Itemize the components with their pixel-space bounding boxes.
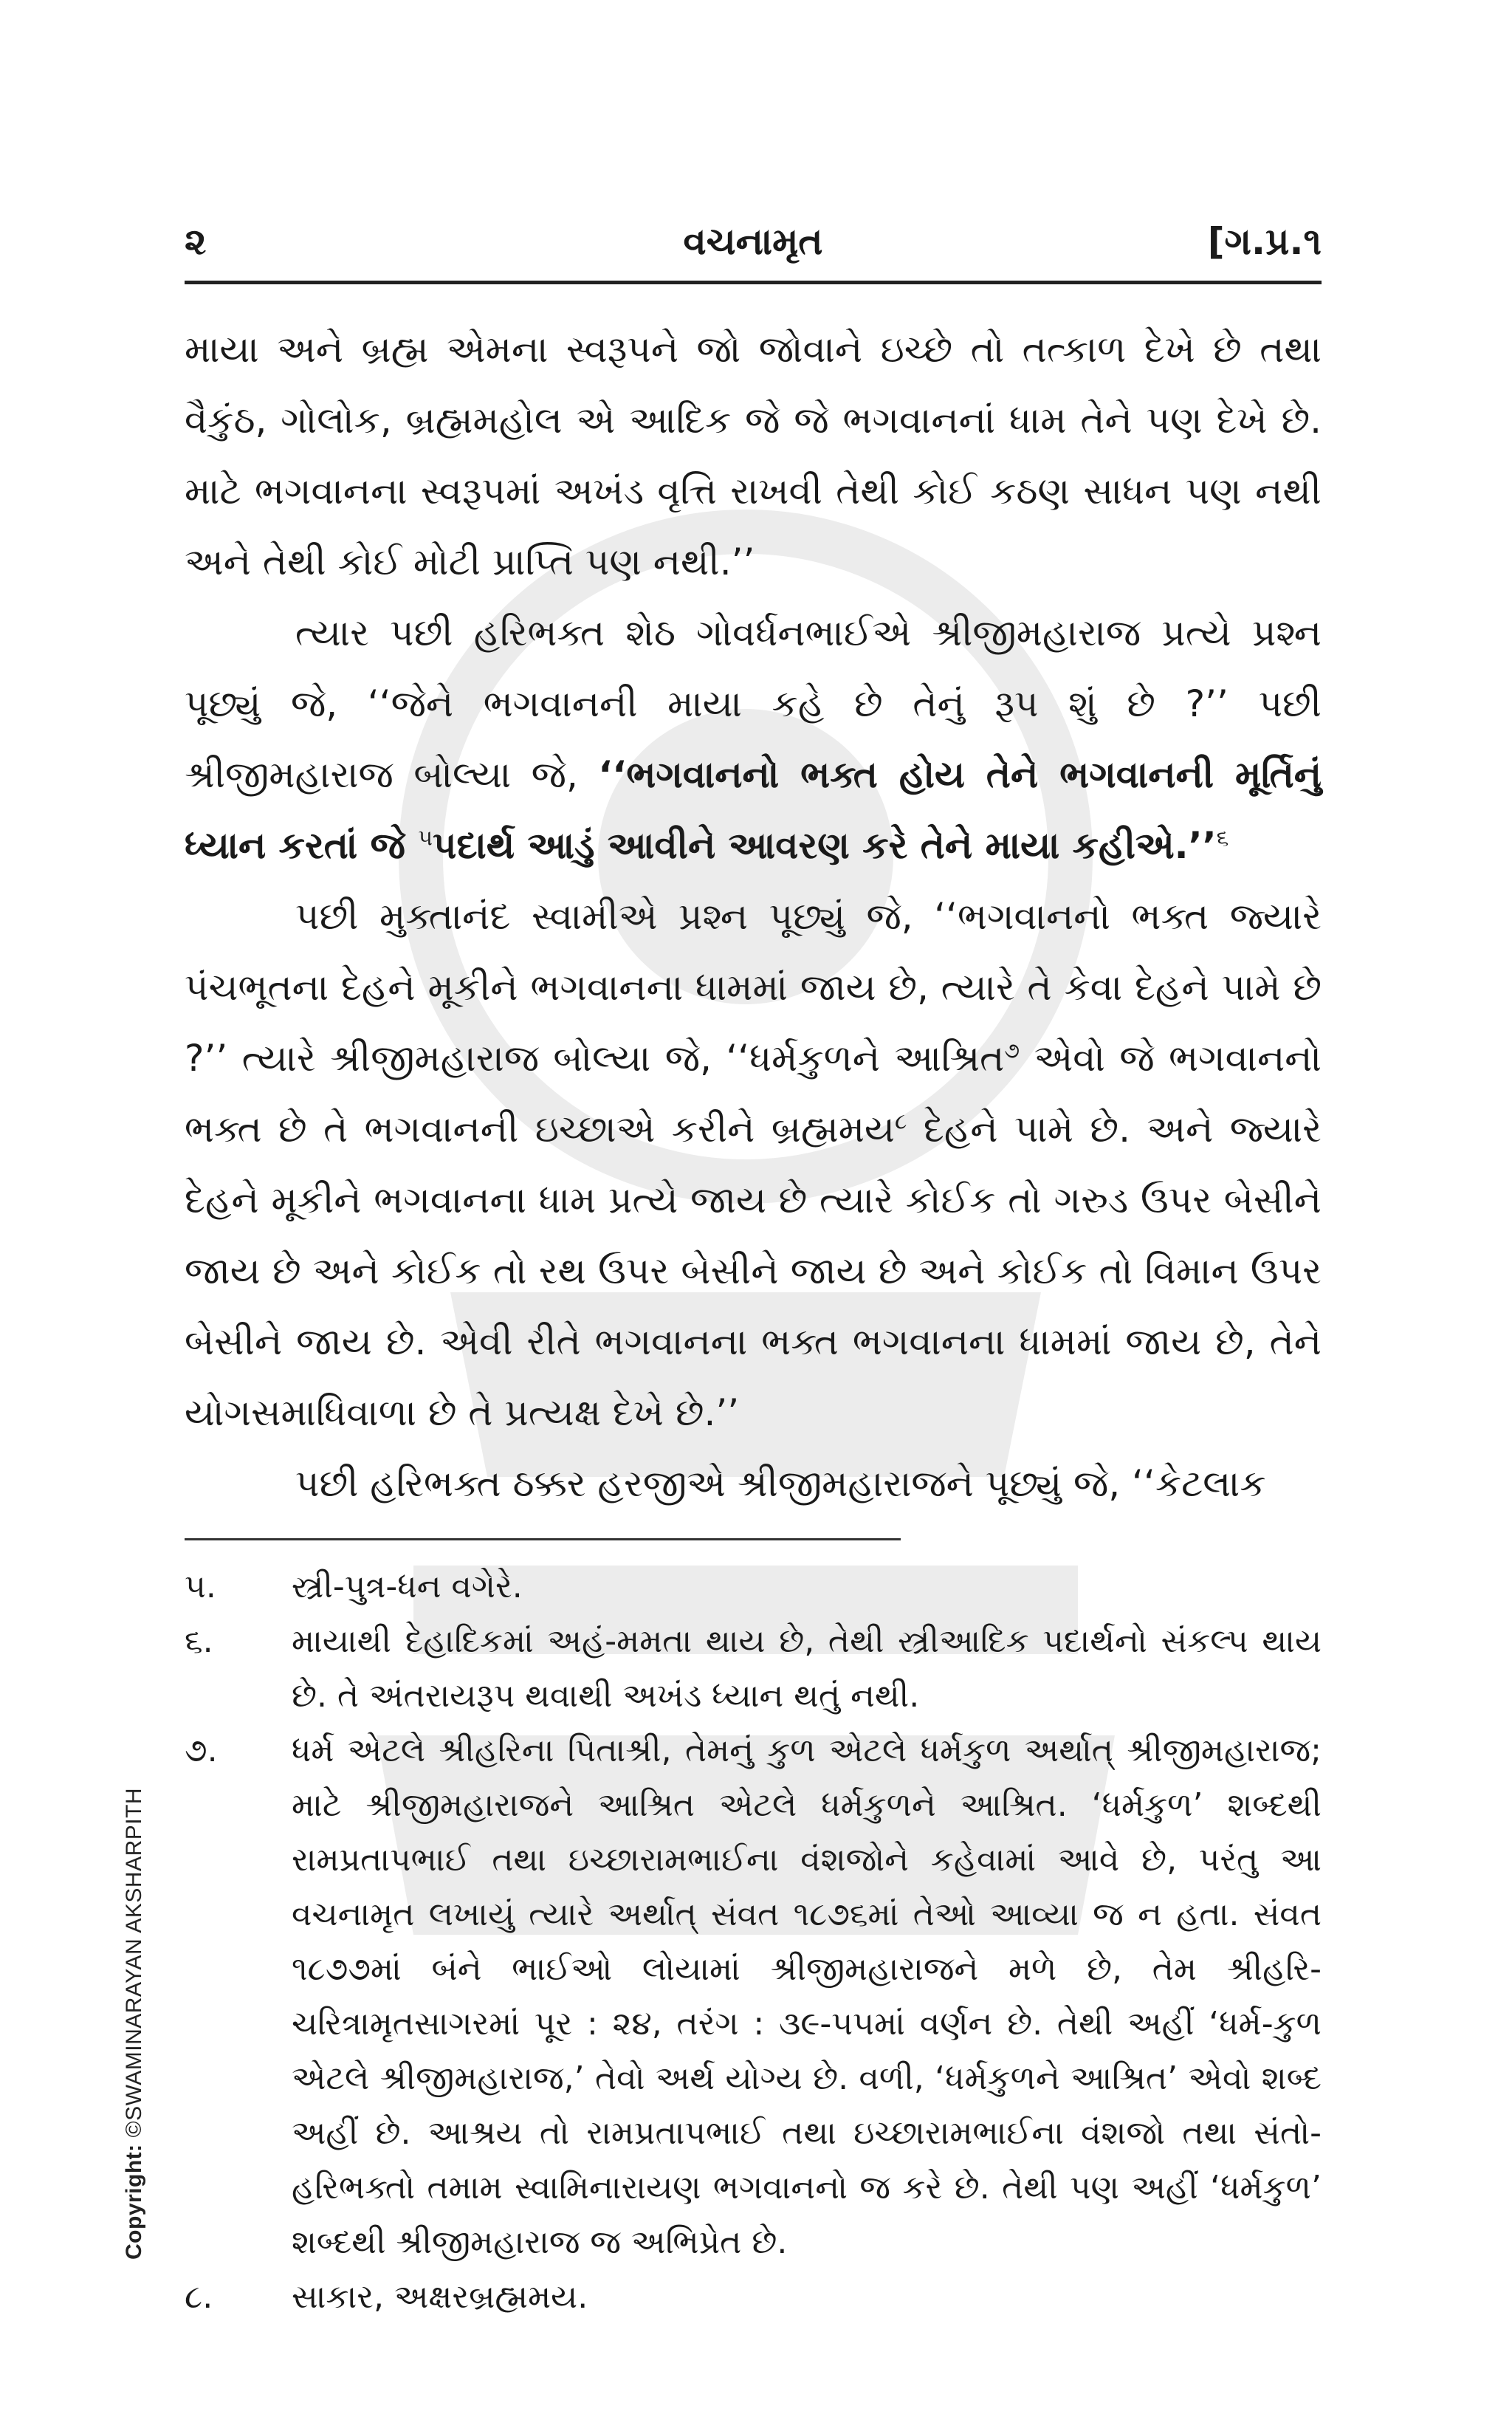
page: [185, 199, 1322, 2325]
copyright-holder: ©SWAMINARAYAN AKSHARPITH: [122, 1787, 146, 2144]
main-text: [185, 314, 1322, 1519]
footnote-text: સાકાર, અક્ષરબ્રહ્મમય.: [292, 2278, 588, 2316]
footnote-ref-7: ૭: [1004, 1038, 1020, 1064]
footnote-8: [185, 2270, 1322, 2325]
footnote-text: સ્ત્રી-પુત્ર-ધન વગેરે.: [292, 1568, 523, 1605]
footnotes: [185, 1560, 1322, 2325]
footnote-number: ૬.: [185, 1622, 213, 1660]
paragraph-2-text: ત્યાર પછી હરિભક્ત શેઠ ગોવર્ધનભાઈએ શ્રીજીમહારાજ પ્રત્યે પ્રશ્ન પૂછ્યું જે, ‘‘જેને ભગવાનની માયા કહે છે તેનું રૂપ શું છે ?’’ પછી શ્રીજીમહારાજ બોલ્યા જે,: [185, 611, 1322, 796]
footnote-6: [185, 1614, 1322, 1724]
footnote-5: [185, 1560, 1322, 1614]
paragraph-2-bold-b: પદાર્થ આડું આવીને આવરણ કરે તેને માયા કહીએ.’’: [433, 824, 1217, 867]
paragraph-2-bold-a: ‘‘ભગવાનનો ભક્ત હોય તેને ભગવાનની મૂર્તિનું ધ્યાન કરતાં જે: [185, 753, 1322, 867]
paragraph-2: [185, 597, 1322, 881]
paragraph-3-text-b: એવો જે ભગવાનનો ભક્ત છે તે ભગવાનની ઇચ્છાએ કરીને બ્રહ્મમય: [185, 1037, 1322, 1151]
footnote-divider: [185, 1538, 901, 1540]
copyright-notice: [122, 1788, 147, 2260]
book-title: વચનામૃત: [683, 220, 823, 263]
copyright-label: Copyright:: [122, 2144, 146, 2260]
paragraph-4: પછી હરિભક્ત ઠક્કર હરજીએ શ્રીજીમહારાજને પૂછ્યું જે, ‘‘કેટલાક: [295, 1462, 1266, 1505]
section-reference: [ગ.પ્ર.૧: [1207, 220, 1322, 263]
footnote-7: [185, 1724, 1322, 2270]
footnote-text: માયાથી દેહાદિકમાં અહં-મમતા થાય છે, તેથી સ્ત્રીઆદિક પદાર્થનો સંકલ્પ થાય છે. તે અંતરાયરૂપ થવાથી અખંડ ધ્યાન થતું નથી.: [292, 1622, 1322, 1715]
footnote-ref-8: ૮: [894, 1108, 907, 1135]
page-number: ૨: [185, 220, 207, 263]
running-header: [185, 199, 1322, 284]
footnote-text: ધર્મ એટલે શ્રીહરિના પિતાશ્રી, તેમનું કુળ એટલે ધર્મકુળ અર્થાત્ શ્રીજીમહારાજ; માટે શ્રીજીમહારાજને આશ્રિત એટલે ધર્મકુળને આશ્રિત. ‘ધર્મકુળ’ શબ્દથી રામપ્રતાપભાઈ તથા ઇચ્છારામભાઈના વંશજોને કહેવામાં આવે છે, પરંતુ આ વચનામૃત લખાયું ત્યારે અર્થાત્ સંવત ૧૮૭૬માં તેઓ આવ્યા જ ન હતા. સંવત ૧૮૭૭માં બંને ભાઈઓ લોયામાં શ્રીજીમહારાજને મળે છે, તેમ શ્રીહરિ-ચરિત્રામૃતસાગરમાં પૂર : ૨૪, તરંગ : ૩૯-૫૫માં વર્ણન છે. તેથી અહીં ‘ધર્મ-કુળ એટલે શ્રીજીમહારાજ,’ તેવો અર્થ યોગ્ય છે. વળી, ‘ધર્મકુળને આશ્રિત’ એવો શબ્દ અહીં છે. આશ્રય તો રામપ્રતાપભાઈ તથા ઇચ્છારામભાઈના વંશજો તથા સંતો-હરિભક્તો તમામ સ્વામિનારાયણ ભગવાનનો જ કરે છે. તેથી પણ અહીં ‘ધર્મકુળ’ શબ્દથી શ્રીજીમહારાજ જ અભિપ્રેત છે.: [292, 1732, 1322, 2261]
paragraph-3-text-a: પછી મુક્તાનંદ સ્વામીએ પ્રશ્ન પૂછ્યું જે, ‘‘ભગવાનનો ભક્ત જ્યારે પંચભૂતના દેહને મૂકીને ભગવાનના ધામમાં જાય છે, ત્યારે તે કેવા દેહને પામે છે ?’’ ત્યારે શ્રીજીમહારાજ બોલ્યા જે, ‘‘ધર્મકુળને આશ્રિત: [185, 895, 1322, 1080]
footnote-number: ૮.: [185, 2278, 213, 2316]
footnote-number: ૫.: [185, 1568, 216, 1605]
footnote-ref-6: ૬: [1216, 825, 1229, 851]
paragraph-1: માયા અને બ્રહ્મ એમના સ્વરૂપને જો જોવાને ઇચ્છે તો તત્કાળ દેખે છે તથા વૈકુંઠ, ગોલોક, બ્રહ્મમહોલ એ આદિક જે જે ભગવાનનાં ધામ તેને પણ દેખે છે. માટે ભગવાનના સ્વરૂપમાં અખંડ વૃત્તિ રાખવી તેથી કોઈ કઠણ સાધન પણ નથી અને તેથી કોઈ મોટી પ્રાપ્તિ પણ નથી.’’: [185, 328, 1322, 583]
paragraph-3-text-c: દેહને પામે છે. અને જ્યારે દેહને મૂકીને ભગવાનના ધામ પ્રત્યે જાય છે ત્યારે કોઈક તો ગરુડ ઉપર બેસીને જાય છે અને કોઈક તો રથ ઉપર બેસીને જાય છે અને કોઈક તો વિમાન ઉપર બેસીને જાય છે. એવી રીતે ભગવાનના ભક્ત ભગવાનના ધામમાં જાય છે, તેને યોગસમાધિવાળા છે તે પ્રત્યક્ષ દેખે છે.’’: [185, 1108, 1322, 1434]
footnote-number: ૭.: [185, 1732, 218, 1769]
footnote-ref-5: ૫: [418, 825, 433, 851]
paragraph-3: [185, 881, 1322, 1448]
